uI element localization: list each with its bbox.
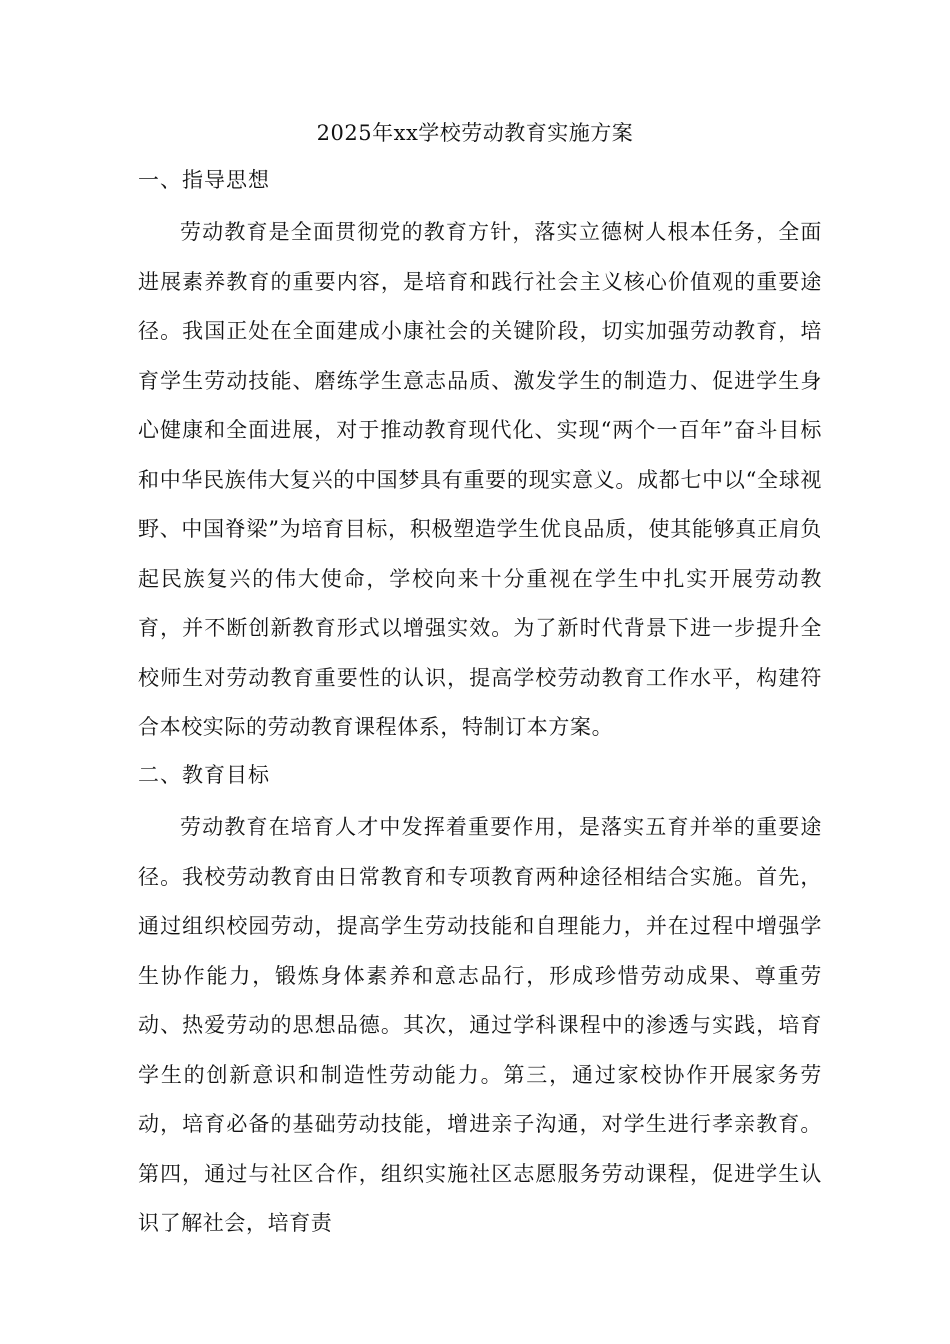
document-title: 2025年xx学校劳动教育实施方案	[316, 121, 634, 145]
section-paragraph-education-goals: 劳动教育在培育人才中发挥着重要作用，是落实五育并举的重要途径。我校劳动教育由日常教育和专项教育两种途径相结合实施。首先，通过组织校园劳动，提高学生劳动技能和自理能力，并在过程中增强学生协作能力，锻炼身体素养和意志品行，形成珍惜劳动成果、尊重劳动、热爱劳动的思想品德。其次，通过学科课程中的渗透与实践，培育学生的创新意识和制造性劳动能力。第三，通过家校协作开展家务劳动，培育必备的基础劳动技能，增进亲子沟通，对学生进行孝亲教育。第四，通过与社区合作，组织实施社区志愿服务劳动课程，促进学生认识了解社会，培育责	[138, 815, 822, 1235]
section-heading-education-goals: 二、教育目标	[138, 763, 270, 787]
section-paragraph-guiding-ideology: 劳动教育是全面贯彻党的教育方针，落实立德树人根本任务，全面进展素养教育的重要内容，是培育和践行社会主义核心价值观的重要途径。我国正处在全面建成小康社会的关键阶段，切实加强劳动教育，培育学生劳动技能、磨练学生意志品质、激发学生的制造力、促进学生身心健康和全面进展，对于推动教育现代化、实现“两个一百年”奋斗目标和中华民族伟大复兴的中国梦具有重要的现实意义。成都七中以“全球视野、中国脊梁”为培育目标，积极塑造学生优良品质，使其能够真正肩负起民族复兴的伟大使命，学校向来十分重视在学生中扎实开展劳动教育，并不断创新教育形式以增强实效。为了新时代背景下进一步提升全校师生对劳动教育重要性的认识，提高学校劳动教育工作水平，构建符合本校实际的劳动教育课程体系，特制订本方案。	[138, 220, 822, 739]
section-heading-guiding-ideology: 一、指导思想	[138, 168, 270, 192]
